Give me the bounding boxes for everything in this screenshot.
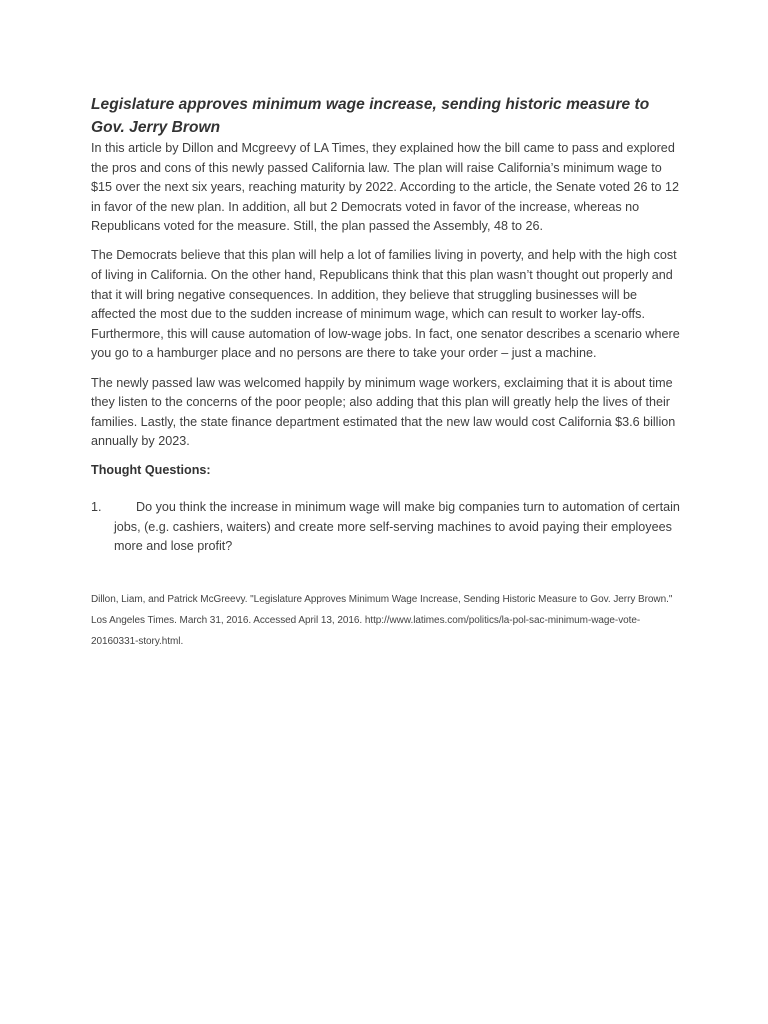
citation: Dillon, Liam, and Patrick McGreevy. "Legislature Approves Minimum Wage Increase, Sending Historic Measure to Gov. Jerry Brown." Los Angeles Times. March 31, 2016. Accessed April 13, 2016. http://www.latimes.com/politics/la-pol-sac-minimum-wage-vote-20160331-story.html.: [91, 593, 673, 647]
question-text: Do you think the increase in minimum wage will make big companies turn to automation of certain jobs, (e.g. cashiers, waiters) and create more self-serving machines to avoid paying their employees more and lose profit?: [114, 500, 680, 554]
question-number: 1.: [91, 500, 102, 514]
article-body: [91, 93, 681, 652]
question-item: [91, 498, 681, 557]
paragraph-summary: In this article by Dillon and Mcgreevy of LA Times, they explained how the bill came to pass and explored the pros and cons of this newly passed California law. The plan will raise California’s minimum wage to $15 over the next six years, reaching maturity by 2022. According to the article, the Senate voted 26 to 12 in favor of the new plan. In addition, all but 2 Democrats voted in favor of the increase, whereas no Republicans voted for the measure. Still, the plan passed the Assembly, 48 to 26.: [91, 141, 680, 234]
paragraph-reception: The newly passed law was welcomed happily by minimum wage workers, exclaiming that it is about time they listen to the concerns of the poor people; also adding that this plan will greatly help the lives of their families. Lastly, the state finance department estimated that the new law would cost California $3.6 billion annually by 2023.: [91, 375, 676, 449]
thought-questions-heading: Thought Questions:: [91, 463, 211, 478]
thought-questions-list: [91, 498, 681, 557]
paragraph-arguments: The Democrats believe that this plan will help a lot of families living in poverty, and help with the high cost of living in California. On the other hand, Republicans think that this plan wasn’t thought out properly and that it will bring negative consequences. In addition, they believe that struggling businesses will be affected the most due to the sudden increase of minimum wage, which can result to worker lay-offs. Furthermore, this will cause automation of low-wage jobs. In fact, one senator describes a scenario where you go to a hamburger place and no persons are there to take your order – just a machine.: [91, 248, 680, 361]
article-title: Legislature approves minimum wage increase, sending historic measure to Gov. Jerry Brown: [91, 96, 650, 136]
